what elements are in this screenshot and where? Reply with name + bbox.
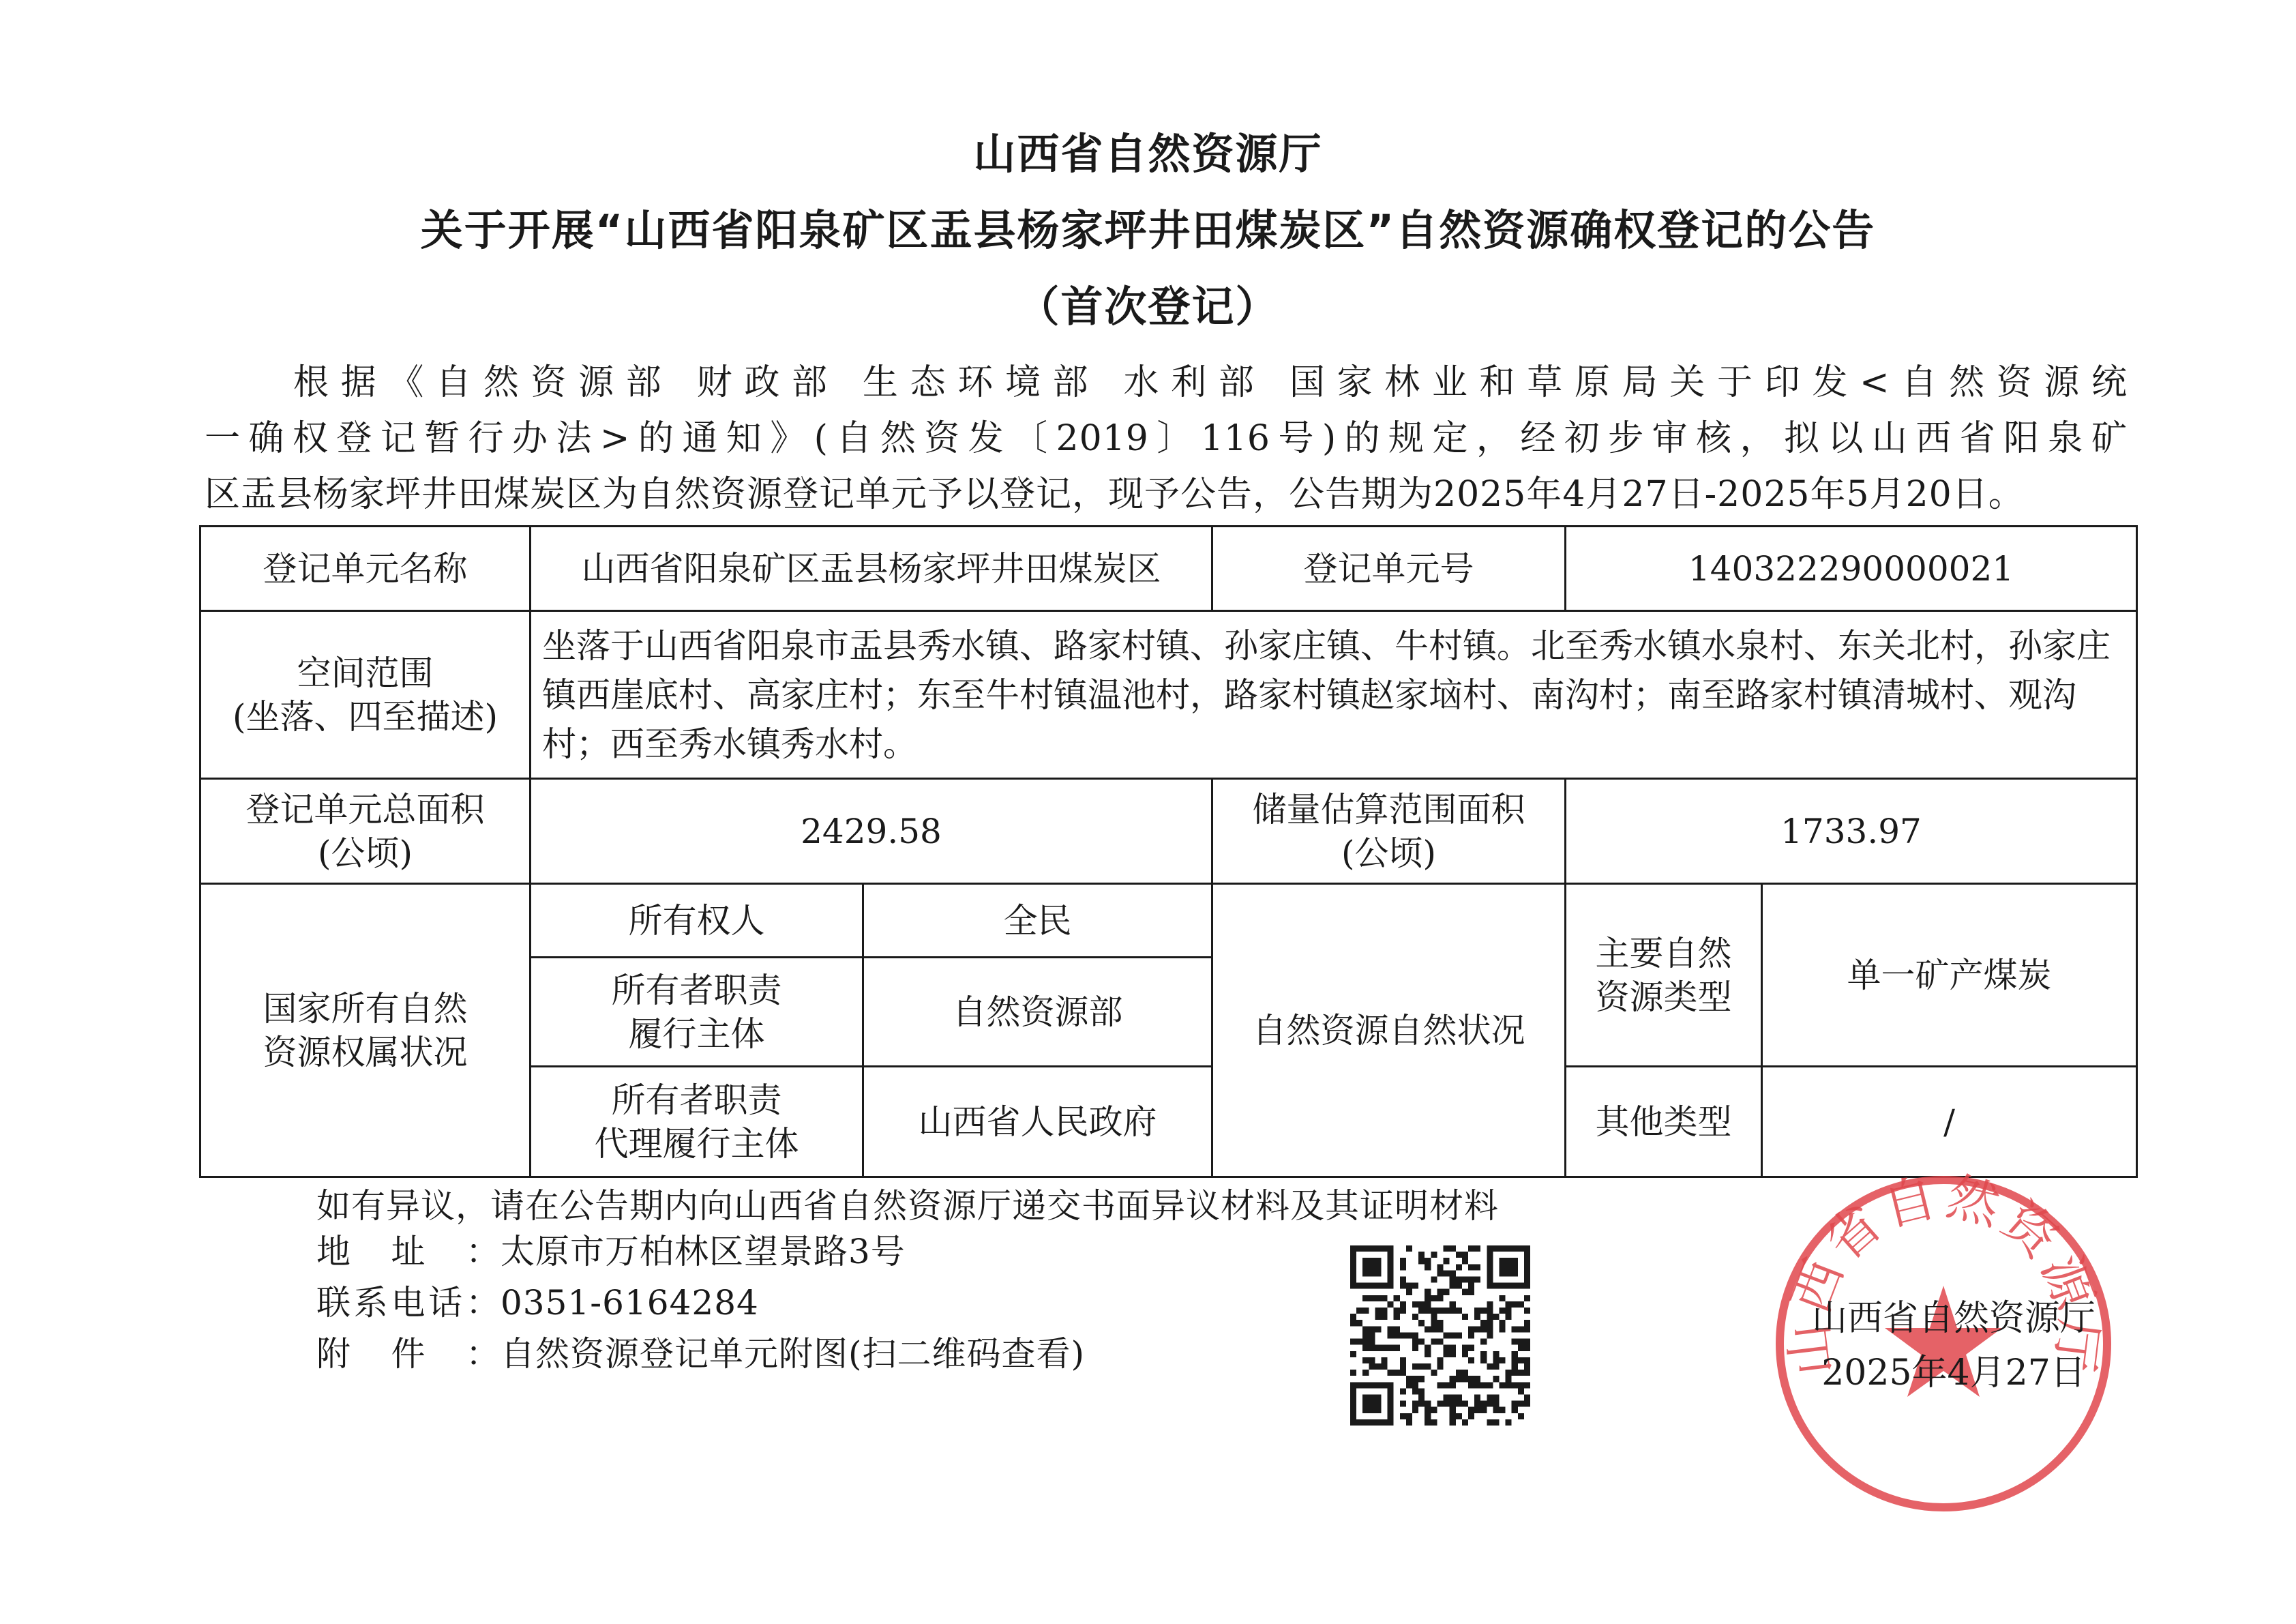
qr-code[interactable] (1350, 1245, 1530, 1426)
signature-date: 2025年4月27日 (1821, 1353, 2086, 1393)
other-type-value: / (1762, 1067, 2137, 1177)
reserve-area-label-line1: 储量估算范围面积 (1252, 789, 1525, 829)
seal-text: 山西省自然资源厅 (1776, 1166, 2111, 1379)
space-label (200, 611, 531, 779)
address-label: 地址： (316, 1232, 501, 1271)
space-label-line2: (坐落、四至描述) (232, 696, 498, 737)
nature-label: 自然资源自然状况 (1212, 884, 1566, 1177)
duty-label-line2: 履行主体 (628, 1014, 765, 1054)
owner-value: 全民 (863, 884, 1212, 958)
main-type-label-line2: 资源类型 (1595, 977, 1732, 1017)
main-type-value: 单一矿产煤炭 (1762, 884, 2137, 1067)
attachment-label: 附件： (316, 1334, 501, 1374)
main-type-label (1566, 884, 1762, 1067)
reserve-area-label-line2: (公顷) (1341, 833, 1436, 873)
unit-no-value: 140322290000021 (1566, 527, 2137, 611)
table-row (200, 779, 2137, 884)
phone-value: 0351-6164284 (501, 1283, 759, 1323)
address-value: 太原市万柏林区望景路3号 (501, 1232, 906, 1271)
intro-line3: 区盂县杨家坪井田煤炭区为自然资源登记单元予以登记，现予公告，公告期为2025年4月27日-2025年5月20日。 (205, 474, 2025, 515)
ownership-label (200, 884, 531, 1177)
agent-label-line2: 代理履行主体 (594, 1123, 799, 1164)
total-area-value: 2429.58 (531, 779, 1212, 884)
space-label-line1: 空间范围 (297, 653, 434, 693)
table-row (200, 884, 2137, 958)
registration-table (199, 525, 2138, 1178)
unit-name-value: 山西省阳泉矿区盂县杨家坪井田煤炭区 (531, 527, 1212, 611)
main-type-label-line1: 主要自然 (1595, 933, 1732, 973)
owner-label: 所有权人 (531, 884, 863, 958)
objection-note: 如有异议，请在公告期内向山西省自然资源厅递交书面异议材料及其证明材料 (316, 1186, 1499, 1226)
notice-title-line3: （首次登记） (1017, 282, 1279, 331)
signature-org: 山西省自然资源厅 (1811, 1298, 2096, 1339)
attachment-line (316, 1327, 1085, 1376)
total-area-label (200, 779, 531, 884)
unit-no-label: 登记单元号 (1212, 527, 1566, 611)
space-value: 坐落于山西省阳泉市盂县秀水镇、路家村镇、孙家庄镇、牛村镇。北至秀水镇水泉村、东关北村，孙家庄镇西崖底村、高家庄村；东至牛村镇温池村，路家村镇赵家垴村、南沟村；南至路家村镇清城村、观沟村；西至秀水镇秀水村。 (531, 611, 2137, 779)
other-type-label: 其他类型 (1566, 1067, 1762, 1177)
unit-name-label: 登记单元名称 (200, 527, 531, 611)
attachment-value: 自然资源登记单元附图(扫二维码查看) (501, 1334, 1086, 1374)
notice-title-line1: 山西省自然资源厅 (973, 129, 1323, 179)
agent-value: 山西省人民政府 (863, 1067, 1212, 1177)
phone-label: 联系电话： (316, 1283, 501, 1323)
duty-label (531, 958, 863, 1067)
total-area-label-line2: (公顷) (317, 833, 413, 873)
reserve-area-label (1212, 779, 1566, 884)
duty-label-line1: 所有者职责 (611, 970, 782, 1010)
total-area-label-line1: 登记单元总面积 (245, 789, 485, 829)
duty-value: 自然资源部 (863, 958, 1212, 1067)
ownership-label-line1: 国家所有自然 (263, 988, 468, 1029)
agent-label (531, 1067, 863, 1177)
address-line (316, 1224, 906, 1273)
intro-line2: 一确权登记暂行办法>的通知》(自然资发〔2019〕116号)的规定，经初步审核，拟以山西省阳泉矿 (205, 418, 2128, 459)
ownership-label-line2: 资源权属状况 (263, 1032, 468, 1072)
reserve-area-value: 1733.97 (1566, 779, 2137, 884)
table-row (200, 611, 2137, 779)
table-row (200, 527, 2137, 611)
agent-label-line1: 所有者职责 (611, 1080, 782, 1120)
intro-line1: 根据《自然资源部 财政部 生态环境部 水利部 国家林业和草原局关于印发<自然资源统 (293, 362, 2128, 403)
notice-title-line2: 关于开展“山西省阳泉矿区盂县杨家坪井田煤炭区”自然资源确权登记的公告 (420, 205, 1876, 255)
phone-line (316, 1275, 759, 1325)
